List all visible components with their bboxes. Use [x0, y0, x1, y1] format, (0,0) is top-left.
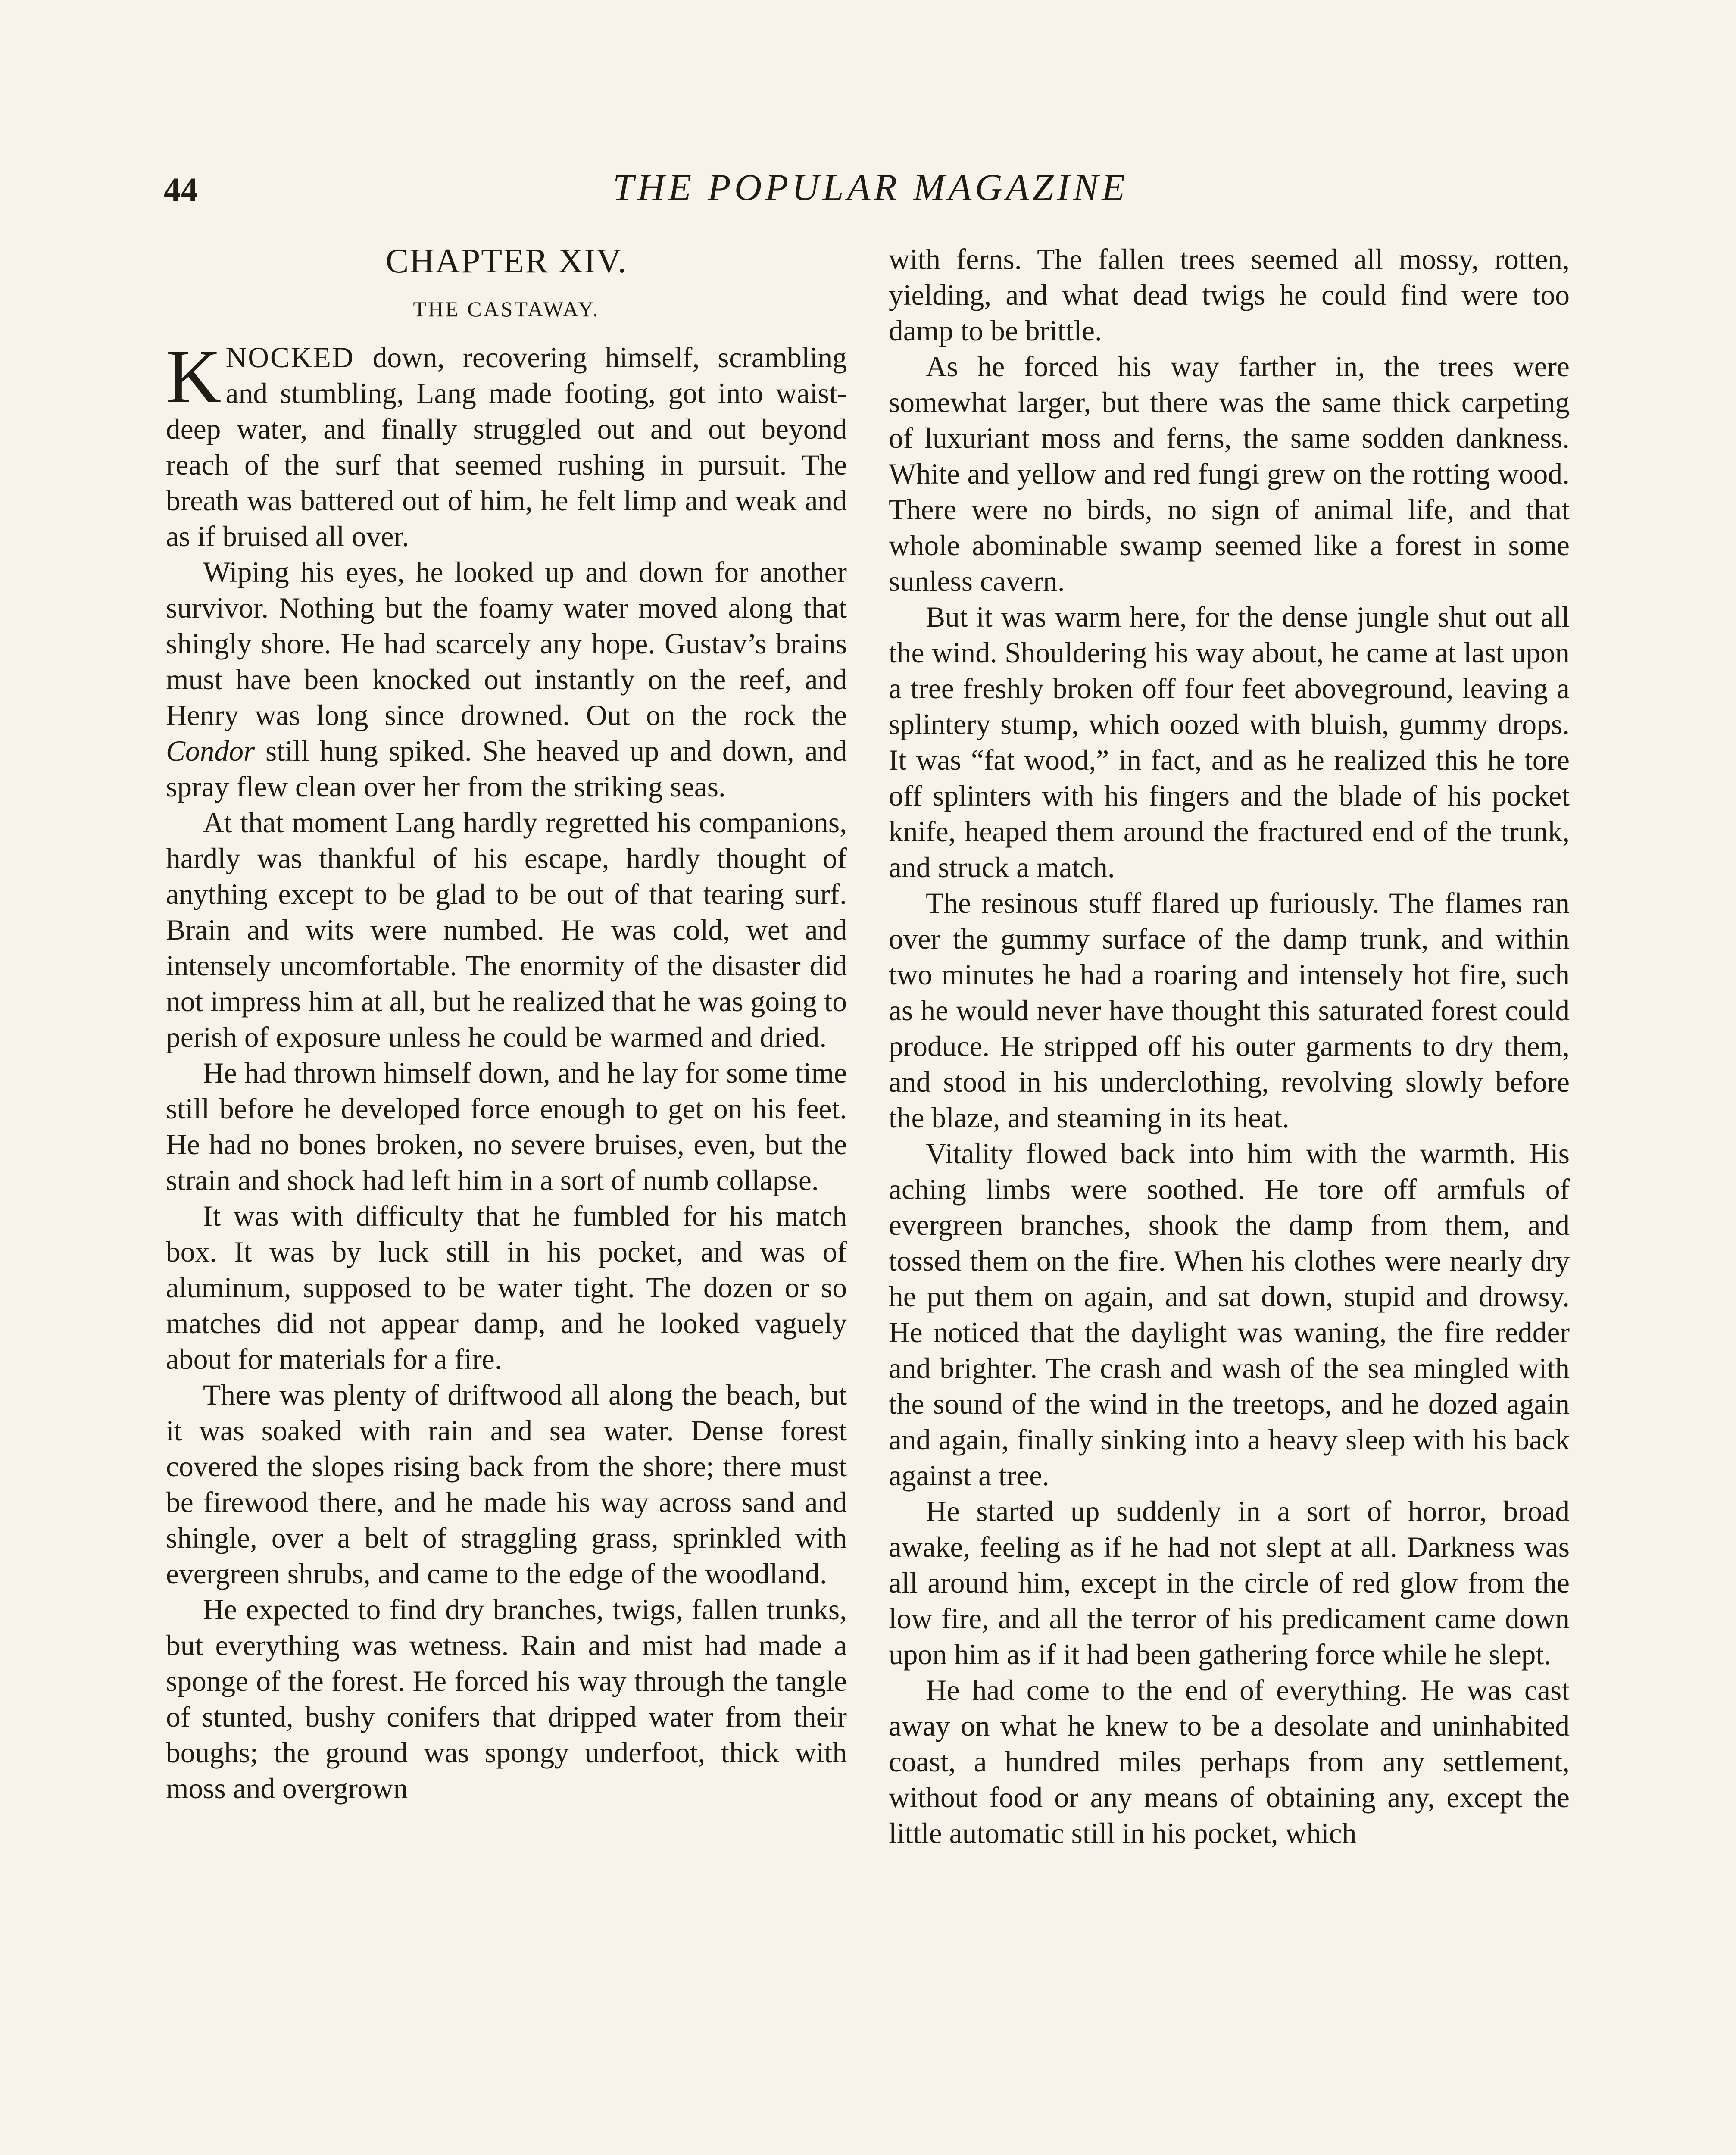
paragraph: There was plenty of driftwood all along the beach, but it was soaked with rain and sea water. Dense forest covered the slopes rising back from the shore; there must be firewood there, and he made his way across sand and shingle, over a belt of straggling grass, sprinkled with evergreen shrubs, and came to the edge of the woodland.	[166, 1379, 847, 1590]
right-column	[889, 241, 1570, 2155]
opening-word: NOCKED	[225, 341, 355, 374]
paragraph: He had thrown himself down, and he lay for some time still before he developed force enough to get on his feet. He had no bones broken, no severe bruises, even, but the strain and shock had left him in a sort of numb collapse.	[166, 1057, 847, 1196]
paragraph: He had come to the end of everything. He was cast away on what he knew to be a desolate and uninhabited coast, a hundred miles perhaps from any settlement, without food or any means of obtaining any, except the little automatic still in his pocket, which	[889, 1674, 1570, 1849]
page-number: 44	[164, 171, 198, 208]
left-column	[166, 241, 847, 2155]
paragraph	[166, 554, 847, 805]
paragraph: with ferns. The fallen trees seemed all mossy, rotten, yielding, and what dead twigs he could find were too damp to be brittle.	[889, 243, 1570, 347]
paragraph: But it was warm here, for the dense jungle shut out all the wind. Shouldering his way about, he came at last upon a tree freshly broken off four feet aboveground, leaving a splintery stump, which oozed with bluish, gummy drops. It was “fat wood,” in fact, and as he realized this he tore off splinters with his fingers and the blade of his pocket knife, heaped them around the fractured end of the trunk, and struck a match.	[889, 601, 1570, 884]
paragraph: It was with difficulty that he fumbled for his match box. It was by luck still in his pocket, and was of aluminum, supposed to be water tight. The dozen or so matches did not appear damp, and he looked vaguely about for materials for a fire.	[166, 1200, 847, 1375]
paragraph-text: still hung spiked. She heaved up and down, and spray flew clean over her from the striking seas.	[166, 735, 847, 803]
paragraph: At that moment Lang hardly regretted his companions, hardly was thankful of his escape, hardly thought of anything except to be glad to be out of that tearing surf. Brain and wits were numbed. He was cold, wet and intensely uncomfortable. The enormity of the disaster did not impress him at all, but he realized that he was going to perish of exposure unless he could be warmed and dried.	[166, 806, 847, 1053]
paragraph: He expected to find dry branches, twigs, fallen trunks, but everything was wetness. Rain and mist had made a sponge of the forest. He forced his way through the tangle of stunted, bushy conifers that dripped water from their boughs; the ground was spongy underfoot, thick with moss and overgrown	[166, 1593, 847, 1805]
chapter-subtitle: THE CASTAWAY.	[413, 297, 600, 321]
chapter-title: CHAPTER XIV.	[385, 242, 628, 280]
paragraph	[166, 334, 847, 554]
paragraph: Vitality flowed back into him with the warmth. His aching limbs were soothed. He tore off armfuls of evergreen branches, shook the damp from them, and tossed them on the fire. When his clothes were nearly dry he put them on again, and sat down, stupid and drowsy. He noticed that the daylight was waning, the fire redder and brighter. The crash and wash of the sea mingled with the sound of the wind in the treetops, and he dozed again and again, finally sinking into a heavy sleep with his back against a tree.	[889, 1137, 1570, 1492]
paragraph: He started up suddenly in a sort of horror, broad awake, feeling as if he had not slept at all. Darkness was all around him, except in the circle of red glow from the low fire, and all the terror of his predicament came down upon him as if it had been gathering force while he slept.	[889, 1495, 1570, 1671]
drop-cap: K	[166, 334, 222, 419]
paragraph: As he forced his way farther in, the trees were somewhat larger, but there was the same thick carpeting of luxuriant moss and ferns, the same sodden dankness. White and yellow and red fungi grew on the rotting wood. There were no birds, no sign of animal life, and that whole abominable swamp seemed like a forest in some sunless cavern.	[889, 350, 1570, 597]
page-header	[164, 166, 1577, 222]
paragraph-text: Wiping his eyes, he looked up and down for another survivor. Nothing but the foamy water moved along that shingly shore. He had scarcely any hope. Gustav’s brains must have been knocked out instantly on the reef, and Henry was long since drowned. Out on the rock the	[166, 556, 847, 731]
paragraph: The resinous stuff flared up furiously. The flames ran over the gummy surface of the damp trunk, and within two minutes he had a roaring and intensely hot fire, such as he would never have thought this saturated forest could produce. He stripped off his outer garments to dry them, and stood in his underclothing, revolving slowly before the blaze, and steaming in its heat.	[889, 887, 1570, 1134]
running-head: THE POPULAR MAGAZINE	[612, 167, 1129, 209]
paragraph-text: down, recovering himself, scrambling and stumbling, Lang made footing, got into waist-deep water, and finally struggled out and out beyond reach of the surf that seemed rushing in pursuit. The breath was battered out of him, he felt limp and weak and as if bruised all over.	[166, 341, 847, 553]
ship-name: Condor	[166, 735, 255, 767]
